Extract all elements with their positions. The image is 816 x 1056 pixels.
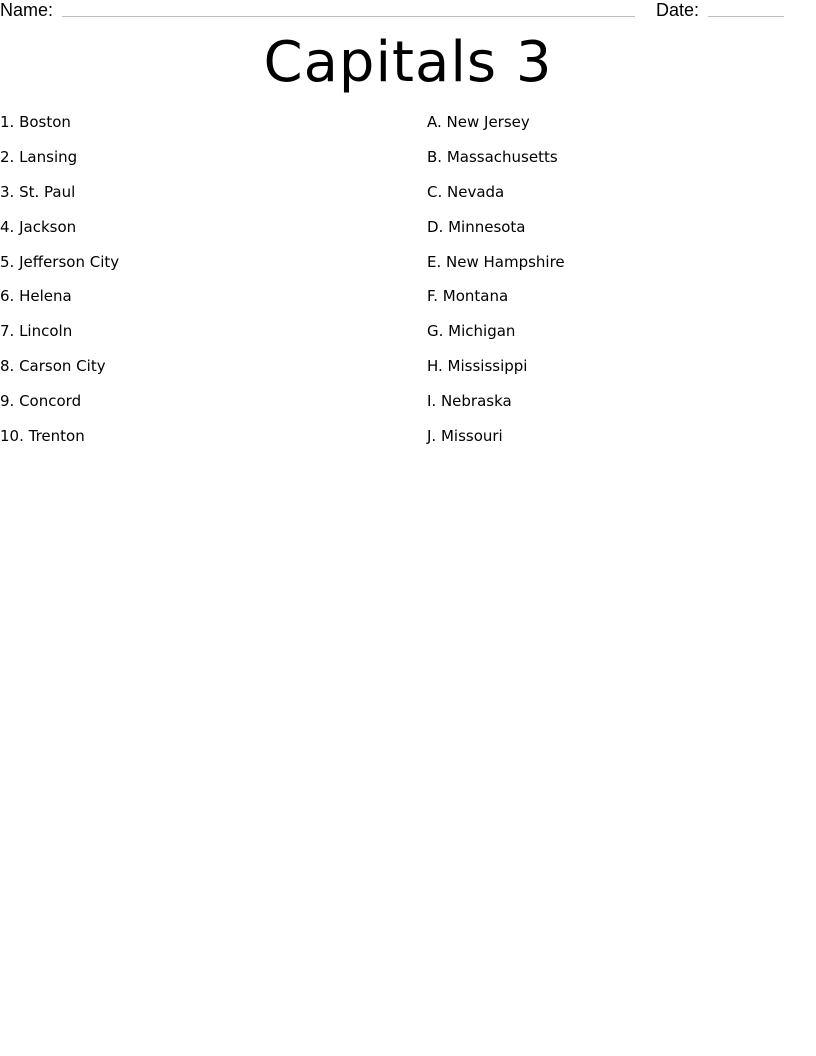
state-item: J. Missouri	[427, 427, 503, 446]
worksheet-header	[0, 0, 816, 22]
state-item: I. Nebraska	[427, 392, 512, 411]
name-label: Name:	[0, 0, 54, 20]
date-blank-line	[708, 16, 784, 17]
capital-item: 1. Boston	[0, 113, 71, 131]
state-item: B. Massachusetts	[427, 147, 558, 166]
capital-item: 5. Jefferson City	[0, 252, 120, 271]
capital-item: 2. Lansing	[0, 147, 78, 166]
state-item: C. Nevada	[427, 182, 505, 201]
capital-item: 3. St. Paul	[0, 182, 76, 201]
state-item: G. Michigan	[427, 322, 516, 341]
capital-item: 10. Trenton	[0, 427, 85, 446]
state-item: D. Minnesota	[427, 217, 526, 236]
state-item: F. Montana	[427, 287, 509, 306]
capitals-column	[0, 110, 400, 459]
capital-item: 6. Helena	[0, 287, 72, 306]
states-column	[427, 110, 807, 459]
capital-item: 7. Lincoln	[0, 322, 73, 341]
capital-item: 9. Concord	[0, 392, 82, 411]
date-label: Date:	[656, 0, 700, 20]
state-item: E. New Hampshire	[427, 252, 565, 271]
page-title: Capitals 3	[263, 30, 553, 95]
capital-item: 4. Jackson	[0, 217, 77, 236]
state-item: A. New Jersey	[427, 113, 530, 131]
name-blank-line	[62, 16, 635, 17]
state-item: H. Mississippi	[427, 357, 528, 376]
capital-item: 8. Carson City	[0, 357, 106, 376]
